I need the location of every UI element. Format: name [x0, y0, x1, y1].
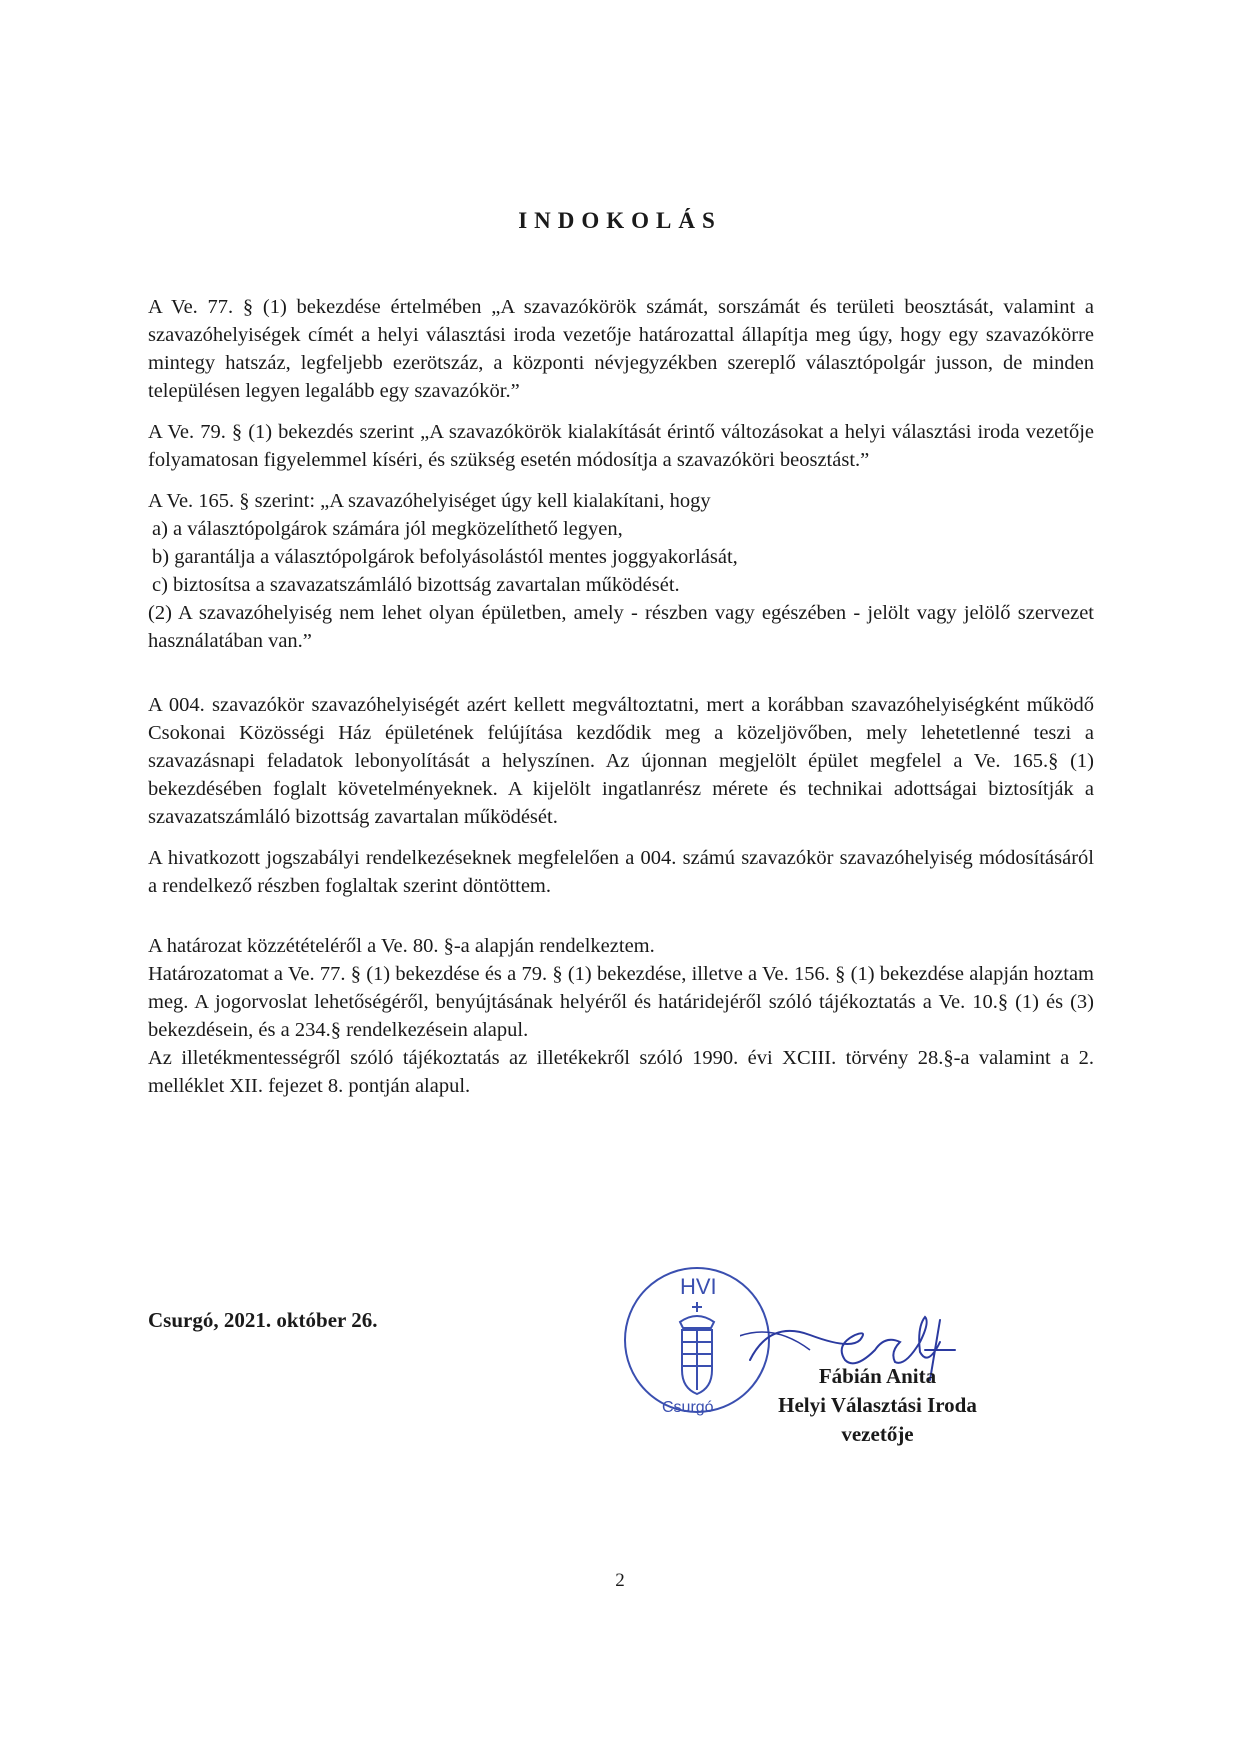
- signer-name: Fábián Anita: [818, 1364, 937, 1388]
- list-item-b: b) garantálja a választópolgárok befolyásolástól mentes joggyakorlását,: [152, 546, 738, 568]
- signer-role-line2: vezetője: [841, 1422, 914, 1446]
- paragraph-publication: A határozat közzétételéről a Ve. 80. §-a alapján rendelkeztem.: [148, 935, 655, 957]
- page-number: 2: [615, 1570, 625, 1591]
- paragraph-ve79: A Ve. 79. § (1) bekezdés szerint „A szavazókörök kialakítását érintő változásokat a helyi választási iroda vezetője folyamatosan figyelemmel kíséri, és szükség esetén módosítja a szavazóköri beosztást.”: [148, 421, 1094, 471]
- signing-date: Csurgó, 2021. október 26.: [148, 1308, 378, 1332]
- paragraph-reasoning: A 004. szavazókör szavazóhelyiségét azért kellett megváltoztatni, mert a korábban szavazóhelyiségként működő Csokonai Közösségi Ház épületének felújítása kezdődik meg a közeljövőben, mely lehetetlenné teszi a szavazásnapi feladatok lebonyolítását a helyszínen. Az újonnan megjelölt épület megfelel a Ve. 165.§ (1) bekezdésében foglalt követelményeknek. A kijelölt ingatlanrész mérete és technikai adottságai biztosítják a szavazatszámláló bizottság zavartalan működését.: [148, 694, 1094, 828]
- paragraph-ve165-2: (2) A szavazóhelyiség nem lehet olyan épületben, amely - részben vagy egészében - jelölt vagy jelölő szervezet használatában van.”: [148, 602, 1094, 652]
- paragraph-ve77: A Ve. 77. § (1) bekezdése értelmében „A szavazókörök számát, sorszámát és területi beosztását, valamint a szavazóhelyiségek címét a helyi választási iroda vezetője határozattal állapítja meg úgy, hogy egy szavazókörre mintegy hatszáz, legfeljebb ezerötszáz, a központi névjegyzékben szereplő választópolgár jusson, de minden településen legyen legalább egy szavazókör.”: [148, 296, 1094, 402]
- stamp-top-text: HVI: [680, 1274, 717, 1299]
- document-body: [148, 293, 1094, 1100]
- coat-of-arms-icon: [680, 1302, 714, 1394]
- signer-block: [755, 1362, 1000, 1449]
- list-item-a: a) a választópolgárok számára jól megközelíthető legyen,: [152, 518, 623, 540]
- list-item-c: c) biztosítsa a szavazatszámláló bizottság zavartalan működését.: [152, 574, 680, 596]
- document-title: INDOKOLÁS: [518, 208, 722, 233]
- signer-role-line1: Helyi Választási Iroda: [778, 1393, 977, 1417]
- paragraph-fee-exemption: Az illetékmentességről szóló tájékoztatás az illetékekről szóló 1990. évi XCIII. törvény 28.§-a valamint a 2. melléklet XII. fejezet 8. pontján alapul.: [148, 1047, 1094, 1097]
- paragraph-legal-basis: Határozatomat a Ve. 77. § (1) bekezdése és a 79. § (1) bekezdése, illetve a Ve. 156. § (1) bekezdése alapján hoztam meg. A jogorvoslat lehetőségéről, benyújtásának helyéről és határidejéről szóló tájékoztatás a Ve. 10.§ (1) és (3) bekezdésein, és a 234.§ rendelkezésein alapul.: [148, 963, 1094, 1041]
- paragraph-decision: A hivatkozott jogszabályi rendelkezéseknek megfelelően a 004. számú szavazókör szavazóhelyiség módosításáról a rendelkező részben foglaltak szerint döntöttem.: [148, 847, 1094, 897]
- stamp-bottom-text: Csurgó: [662, 1399, 714, 1416]
- paragraph-ve165-intro: A Ve. 165. § szerint: „A szavazóhelyiséget úgy kell kialakítani, hogy: [148, 490, 711, 512]
